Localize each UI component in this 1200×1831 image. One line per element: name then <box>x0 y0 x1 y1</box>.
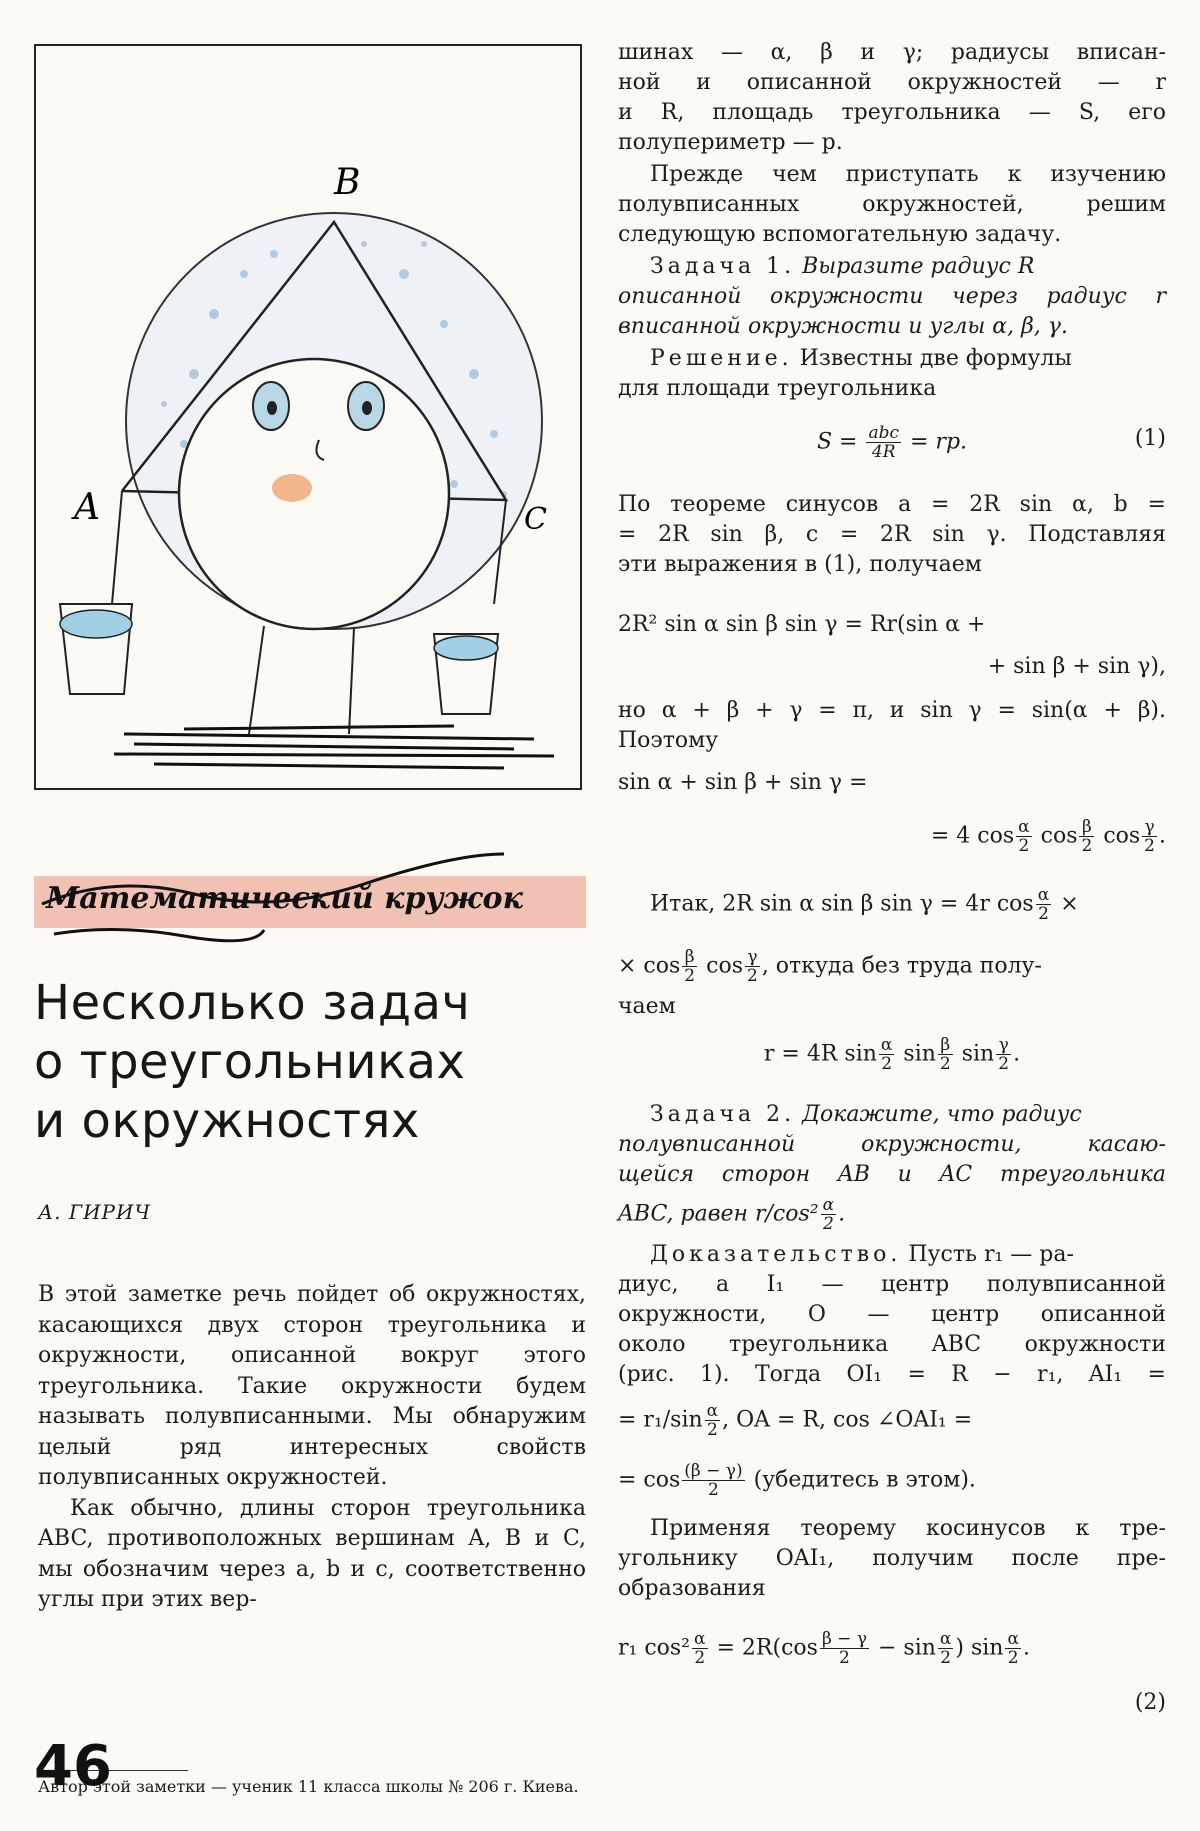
title-line-1: Несколько задач <box>34 975 471 1031</box>
equation-2b: + sin β + sin γ), <box>987 654 1166 679</box>
task2-line: ABC, равен r/cos² $\frac{\alpha}{2}$ . <box>618 1195 846 1234</box>
right-line: чаем <box>618 994 676 1019</box>
right-line: полувписанных окружностей, решим <box>618 192 1166 217</box>
proof-line: около треугольника ABC окружности <box>618 1332 1166 1357</box>
right-line: образования <box>618 1576 766 1601</box>
task2-line: полувписанной окружности, касаю- <box>618 1132 1166 1157</box>
title-line-2: о треугольниках <box>34 1034 466 1090</box>
task1-line: описанной окружности через радиус r <box>618 284 1166 309</box>
vertex-label-a: A <box>74 487 100 528</box>
left-column-body <box>38 1280 586 1616</box>
right-line: полупериметр — p. <box>618 130 843 155</box>
right-line: следующую вспомогательную задачу. <box>618 222 1062 247</box>
equation-3b: = 4 cos $\frac{\alpha}{2}$ cos $\frac{\beta}{2}$ cos $\frac{\gamma}{2}$ . <box>930 817 1166 856</box>
right-line: Прежде чем приступать к изучению <box>650 162 1166 187</box>
proof-line: диус, а I₁ — центр полувписанной <box>618 1272 1166 1297</box>
right-line: шинах — α, β и γ; радиусы вписан- <box>618 40 1166 65</box>
equation-4: r = 4R sin $\frac{\alpha}{2}$ sin $\frac{\beta}{2}$ sin $\frac{\gamma}{2}$ . <box>763 1035 1021 1074</box>
equation-number: (1) <box>1134 426 1166 451</box>
right-line: для площади треугольника <box>618 376 937 401</box>
proof-line: = cos $\frac{(\beta - \gamma)}{2}$ (убедитесь в этом). <box>618 1461 976 1500</box>
result-line: Итак, 2R sin α sin β sin γ = 4r cos $\frac{\alpha}{2}$ × <box>650 885 1079 924</box>
solution-text: Известны две формулы <box>799 346 1072 371</box>
rubric-banner <box>34 834 586 968</box>
intro-paragraph: В этой заметке речь пойдет об окружностях, касающихся двух сторон треугольника и окружности, описанной вокруг этого треугольника. Такие окружности будем называть полувписанными. Мы обнаружим целый ряд интересных свойств полувписанных окружностей. <box>38 1282 586 1490</box>
task1-line: вписанной окружности и углы α, β, γ. <box>618 314 1068 339</box>
right-line: угольнику OAI₁, получим после пре- <box>618 1546 1166 1571</box>
equation-number: (2) <box>1134 1690 1166 1715</box>
proof-line: окружности, O — центр описанной <box>618 1302 1166 1327</box>
equation-5: r₁ cos² $\frac{\alpha}{2}$ = 2R(cos $\frac{\beta - \gamma}{2}$ − sin $\frac{\alpha}{2}$ ) sin $\frac{\alpha}{2}$ . <box>618 1629 1030 1668</box>
page-number: 46 <box>34 1734 112 1799</box>
right-line: эти выражения в (1), получаем <box>618 552 982 577</box>
vertex-label-c: C <box>524 502 547 537</box>
article-title <box>34 974 594 1151</box>
equation-2a: 2R² sin α sin β sin γ = Rr(sin α + <box>618 612 986 637</box>
right-line: но α + β + γ = π, и sin γ = sin(α + β). <box>618 698 1166 723</box>
proof-line: (рис. 1). Тогда OI₁ = R − r₁, AI₁ = <box>618 1362 1166 1387</box>
right-line: = 2R sin β, c = 2R sin γ. Подставляя <box>618 522 1166 547</box>
notation-paragraph: Как обычно, длины сторон треугольника ABC, противоположных вершинам A, B и C, мы обозначим через a, b и c, соответственно углы при этих вер- <box>38 1495 586 1612</box>
equation-3a: sin α + sin β + sin γ = <box>618 770 868 795</box>
footnote: Автор этой заметки — ученик 11 класса школы № 206 г. Киева. <box>38 1777 579 1796</box>
proof-line: = r₁/sin $\frac{\alpha}{2}$ , OA = R, cos ∠OAI₁ = <box>618 1401 973 1440</box>
task1-text: Выразите радиус R <box>802 254 1035 279</box>
vertex-label-b: B <box>334 162 361 203</box>
right-line: Поэтому <box>618 728 719 753</box>
illustration-figure <box>34 44 582 790</box>
right-line: Применяя теорему косинусов к тре- <box>650 1516 1166 1541</box>
result-line: × cos $\frac{\beta}{2}$ cos $\frac{\gamma}{2}$ , откуда без труда полу- <box>618 947 1042 986</box>
solution-label: Решение. <box>650 346 793 371</box>
title-line-3: и окружностях <box>34 1093 420 1149</box>
right-line: По теореме синусов a = 2R sin α, b = <box>618 492 1166 517</box>
fraction: $\frac{\text{abc}}{4R}$ <box>868 423 899 462</box>
rubric-text: Математический кружок <box>46 881 523 916</box>
author-byline: А. ГИРИЧ <box>38 1200 151 1224</box>
right-line: ной и описанной окружностей — r <box>618 70 1166 95</box>
right-line: и R, площадь треугольника — S, его <box>618 100 1166 125</box>
solution-heading <box>618 344 1166 374</box>
equation-1: S = $\frac{\text{abc}}{4R}$ = rp. (1) <box>816 423 1166 462</box>
task1-label: Задача 1. <box>650 254 796 279</box>
task2-heading: Задача 2. Докажите, что радиус <box>650 1102 1082 1127</box>
task1-heading <box>618 252 1166 282</box>
task2-line: щейся сторон AB и AC треугольника <box>618 1162 1166 1187</box>
proof-heading: Доказательство. Пусть r₁ — ра- <box>650 1242 1074 1267</box>
